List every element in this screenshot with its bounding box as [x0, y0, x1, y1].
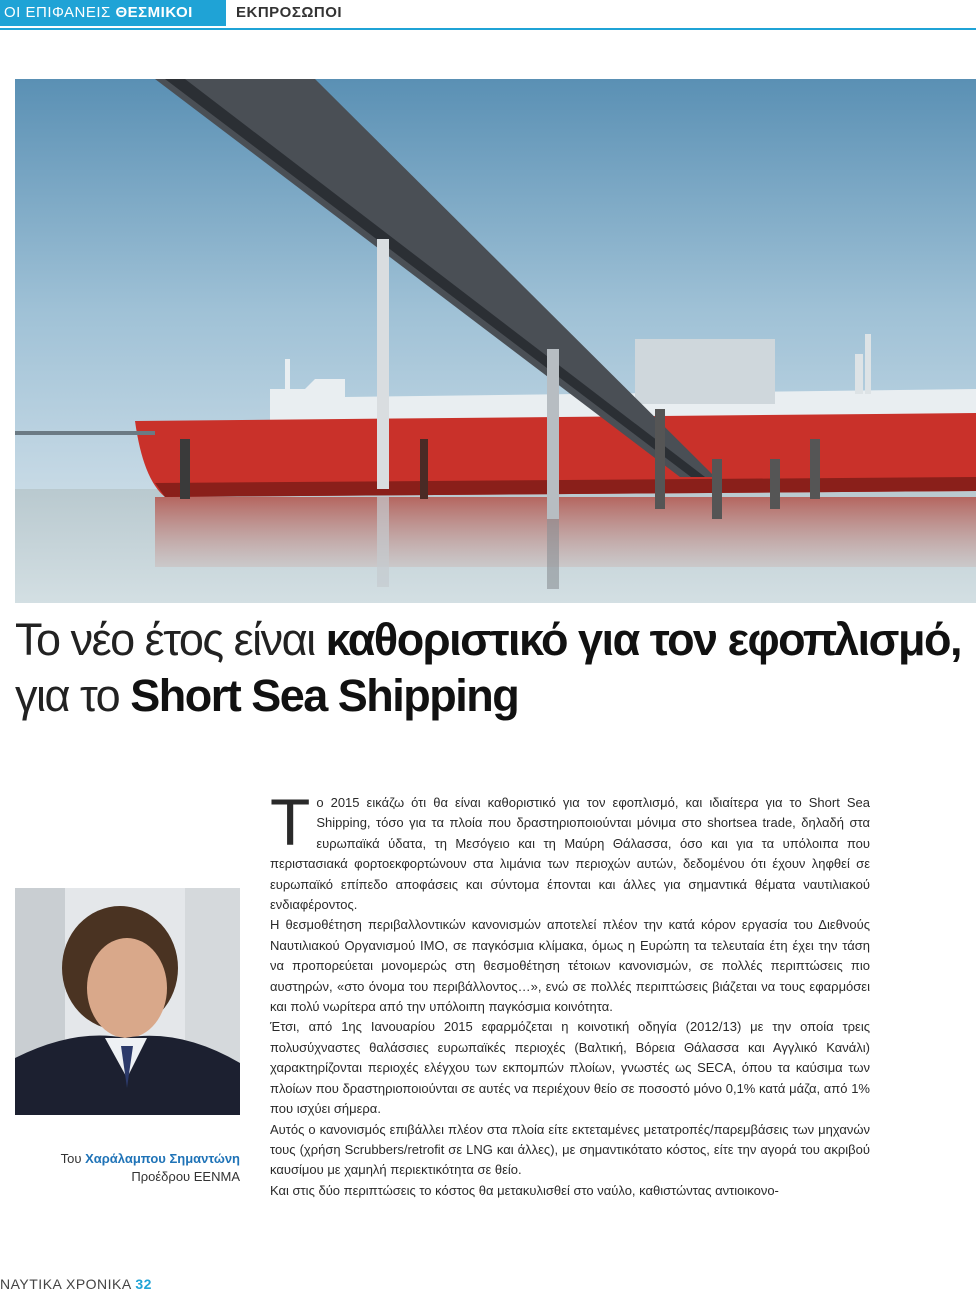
- page-number: 32: [135, 1276, 152, 1292]
- headline-line-2: [15, 668, 965, 724]
- paragraph-2: Η θεσμοθέτηση περιβαλλοντικών κανονισμών αποτελεί πλέον την κατά κόρον εργασία του Διεθνούς Ναυτιλιακού Οργανισμού ΙΜΟ, σε παγκόσμια κλίμακα, όμως η Ευρώπη τα τελευταία έτη έχει την τάση να προπορεύεται μονομερώς στη θεσμοθέτηση τέτοιων κανονισμών, σε πολλές περιπτώσεις πιο αυστηρών, «στο όνομα του περιβάλλοντος…», ενώ σε πολλές περιπτώσεις βιάζεται να τους εφαρμόσει και πολύ νωρίτερα από την υπόλοιπη παγκόσμια κοινότητα.: [270, 917, 870, 1015]
- author-portrait: [15, 888, 240, 1115]
- section-emphasis: ΘΕΣΜΙΚΟΙ: [115, 4, 193, 21]
- section-header: [0, 0, 976, 26]
- paragraph-1-text: ο 2015 εικάζω ότι θα είναι καθοριστικό για τον εφοπλισμό, και ιδιαίτερα για το Short Sea Shipping, τόσο για τα πλοία που δραστηριοποιούνται μόνιμα στο shortsea trade, δηλαδή στα ευρωπαϊκά ύδατα, τη Μεσόγειο και τη Μαύρη Θάλασσα, όσο και για τα υπόλοιπα που περιστασιακά φορτοεκφορτώνουν στα λιμάνια των περιοχών αυτών, δεδομένου ότι έχουν ληφθεί σε ευρωπαϊκό επίπεδο αποφάσεις και σύντομα έπονται και άλλες για σημαντικά θέματα ναυτιλιακού ενδιαφέροντος.: [270, 795, 870, 913]
- headline-line-1: [15, 612, 965, 668]
- byline-name-line: [15, 1150, 240, 1168]
- publication-name: ΝΑΥΤΙΚΑ ΧΡΟΝΙΚΑ: [0, 1276, 131, 1292]
- headline-light-1: Το νέο έτος είναι: [15, 614, 315, 665]
- author-role: Προέδρου ΕΕΝΜΑ: [131, 1169, 240, 1184]
- header-divider: [0, 28, 976, 30]
- section-prefix: ΟΙ ΕΠΙΦΑΝΕΙΣ: [4, 4, 111, 21]
- paragraph-5: Και στις δύο περιπτώσεις το κόστος θα μετακυλισθεί στο ναύλο, καθιστώντας αντιοικονο-: [270, 1182, 779, 1198]
- headline-light-2: για το: [15, 670, 120, 721]
- paragraph-1: [270, 785, 870, 915]
- headline-bold-2: Short Sea Shipping: [130, 670, 519, 721]
- section-tag: ΕΚΠΡΟΣΩΠΟΙ: [236, 4, 343, 21]
- author-byline: [15, 1150, 240, 1186]
- author-photo: [15, 888, 240, 1115]
- section-label-box: [0, 0, 226, 26]
- article-headline: [15, 612, 965, 724]
- headline-bold-1: καθοριστικό για τον εφοπλισμό,: [325, 614, 961, 665]
- byline-prefix: Του: [60, 1151, 82, 1166]
- paragraph-3: Έτσι, από 1ης Ιανουαρίου 2015 εφαρμόζεται η κοινοτική οδηγία (2012/13) με την οποία τρεις πολυσύχναστες θαλάσσιες ευρωπαϊκές περιοχές (Βαλτική, Βόρεια Θάλασσα και Αγγλικό Κανάλι) χαρακτηρίζονται περιοχές ελέγχου των εκπομπών πλοίων, γνωστές ως SECA, όπου τα καύσιμα των πλοίων που δραστηριοποιούνται σε αυτές να περιέχουν θείο σε ποσοστό μόνο 0,1% κατά μάζα, από 1% που ισχύει σήμερα.: [270, 1019, 870, 1117]
- paragraph-4: Αυτός ο κανονισμός επιβάλλει πλέον στα πλοία είτε εκτεταμένες μετατροπές/παρεμβάσεις των μηχανών τους (χρήση Scrubbers/retrofit σε LNG και άλλες), με σημαντικότατο κόστος, είτε την αγορά του ακριβού καυσίμου με χαμηλή περιεκτικότητα σε θείο.: [270, 1121, 870, 1178]
- lng-tanker-photo: [15, 79, 976, 603]
- hero-photo: [15, 79, 976, 603]
- author-name: Χαράλαμπου Σημαντώνη: [85, 1151, 240, 1166]
- page-footer: [0, 1276, 152, 1292]
- article-body: [270, 785, 870, 1201]
- drop-cap: Τ: [270, 785, 311, 859]
